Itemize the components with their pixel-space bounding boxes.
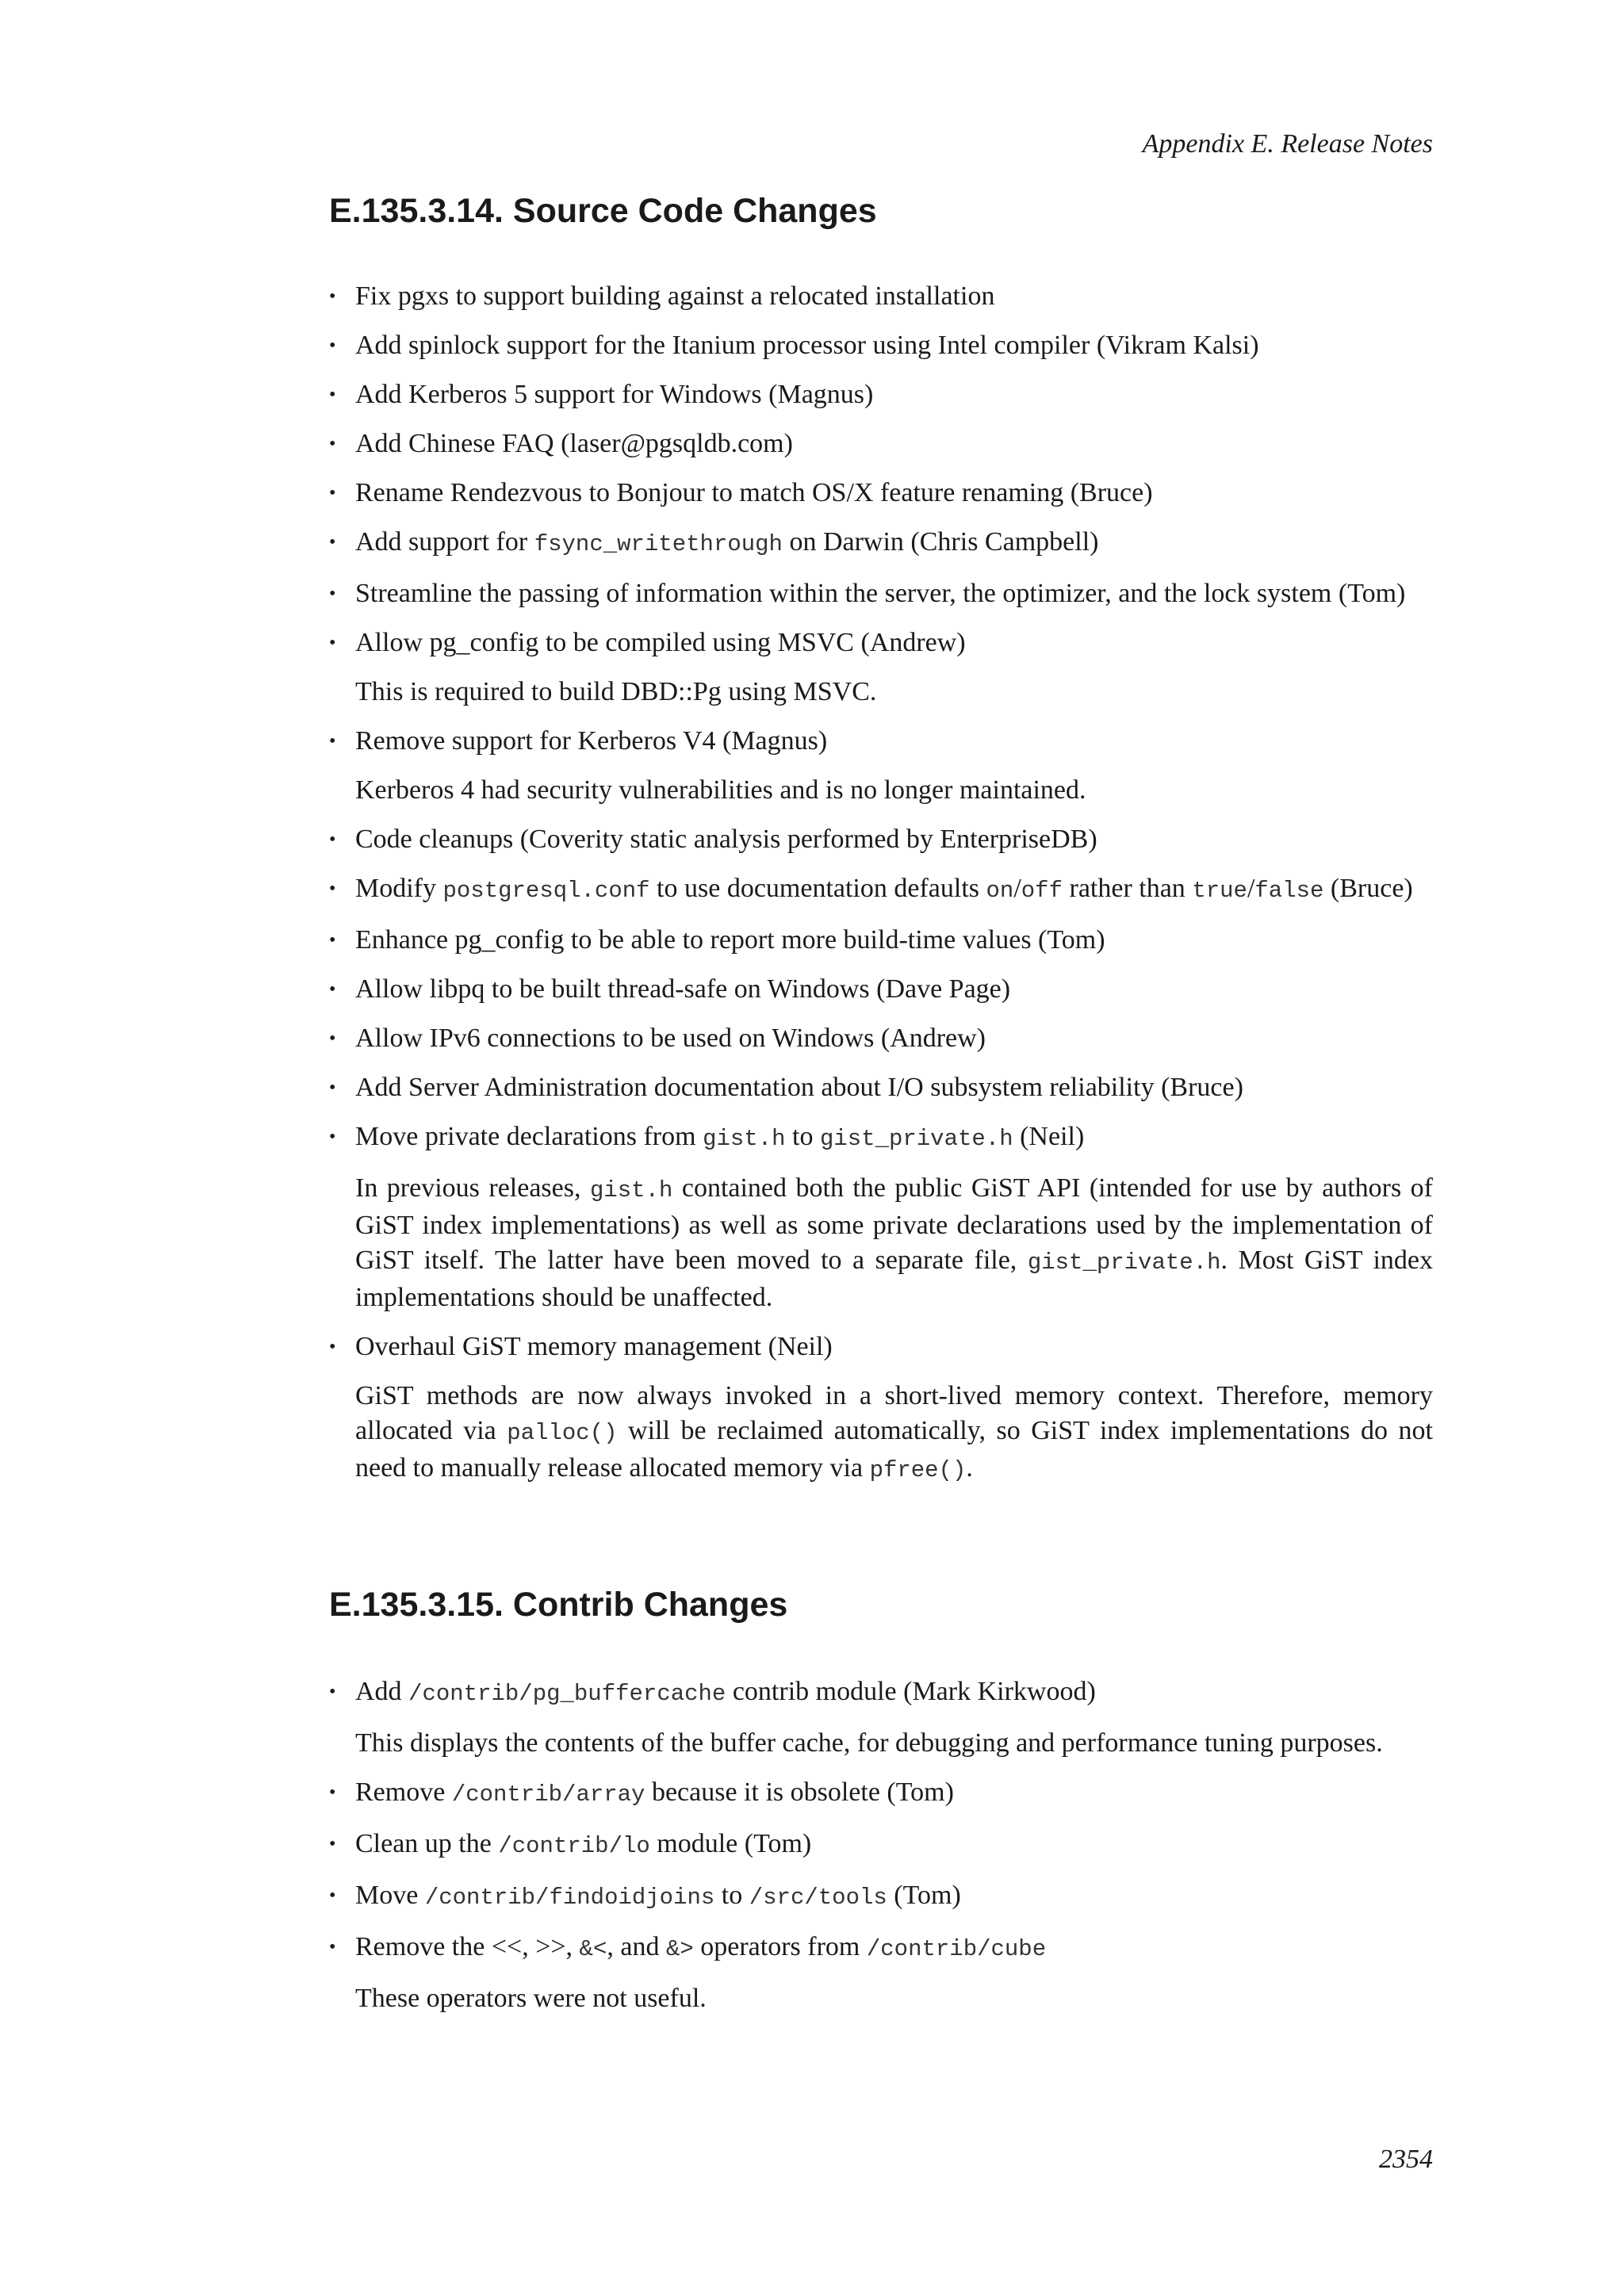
page-number: 2354 (1379, 2145, 1433, 2174)
item-note: In previous releases, gist.h contained both the public GiST API (intended for use by authors of GiST index implementations) as well as some private declarations used by the implementation of GiST itself. The latter have been moved to a separate file, gist_private.h. Most GiST index implementations should be unaffected. (355, 1173, 1433, 1312)
list-item: • Overhaul GiST memory management (Neil) GiST methods are now always invoked in a short-lived memory context. Therefore, memory allocated via palloc() will be reclaimed automatically, so GiST index implementations do not need to manually release allocated memory via pfree(). (329, 1330, 1433, 1488)
list-item: • Remove support for Kerberos V4 (Magnus) Kerberos 4 had security vulnerabilities and is no longer maintained. (329, 724, 1433, 808)
list-item: • Allow IPv6 connections to be used on Windows (Andrew) (329, 1021, 1433, 1056)
list-item: • Enhance pg_config to be able to report more build-time values (Tom) (329, 923, 1433, 958)
section-title: E.135.3.14. Source Code Changes (329, 192, 877, 230)
list-item: • Add Server Administration documentation about I/O subsystem reliability (Bruce) (329, 1070, 1433, 1105)
source-code-changes-list (329, 279, 1433, 1502)
list-item: • Allow libpq to be built thread-safe on Windows (Dave Page) (329, 972, 1433, 1007)
item-note: These operators were not useful. (355, 1984, 707, 2013)
section-title: E.135.3.15. Contrib Changes (329, 1586, 788, 1624)
item-note: Kerberos 4 had security vulnerabilities and is no longer maintained. (355, 775, 1086, 805)
list-item: • Add /contrib/pg_buffercache contrib module (Mark Kirkwood) This displays the contents of the buffer cache, for debugging and performance tuning purposes. (329, 1674, 1433, 1761)
list-item: • Clean up the /contrib/lo module (Tom) (329, 1827, 1433, 1864)
list-item: • Remove /contrib/array because it is obsolete (Tom) (329, 1775, 1433, 1812)
list-item: • Rename Rendezvous to Bonjour to match OS/X feature renaming (Bruce) (329, 476, 1433, 511)
list-item: • Add support for fsync_writethrough on Darwin (Chris Campbell) (329, 525, 1433, 562)
item-note: This is required to build DBD::Pg using MSVC. (355, 677, 877, 706)
list-item: • Streamline the passing of information within the server, the optimizer, and the lock system (Tom) (329, 576, 1433, 611)
list-item: • Move private declarations from gist.h to gist_private.h (Neil) In previous releases, gist.h contained both the public GiST API (intended for use by authors of GiST index implementations) as well as some private declarations used by the implementation of GiST itself. The latter have been moved to a separate file, gist_private.h. Most GiST index implementations should be unaffected. (329, 1119, 1433, 1315)
code-fsync-writethrough: fsync_writethrough (534, 531, 783, 557)
list-item: • Add spinlock support for the Itanium processor using Intel compiler (Vikram Kalsi) (329, 328, 1433, 363)
list-item: • Modify postgresql.conf to use documentation defaults on/off rather than true/false (Bruce) (329, 871, 1433, 909)
list-item: • Add Chinese FAQ (laser@pgsqldb.com) (329, 427, 1433, 461)
item-note: This displays the contents of the buffer cache, for debugging and performance tuning purposes. (355, 1728, 1383, 1758)
document-page (329, 0, 1433, 2296)
contrib-changes-list (329, 1674, 1433, 2030)
list-item: • Move /contrib/findoidjoins to /src/tools (Tom) (329, 1878, 1433, 1915)
item-note: GiST methods are now always invoked in a short-lived memory context. Therefore, memory allocated via palloc() will be reclaimed automatically, so GiST index implementations do not need to manually release allocated memory via pfree(). (355, 1381, 1433, 1483)
list-item: • Remove the <<, >>, &<, and &> operators from /contrib/cube These operators were not useful. (329, 1930, 1433, 2016)
running-header: Appendix E. Release Notes (1142, 129, 1433, 159)
code-postgresql-conf: postgresql.conf (442, 878, 650, 904)
list-item: • Add Kerberos 5 support for Windows (Magnus) (329, 377, 1433, 412)
list-item: • Allow pg_config to be compiled using MSVC (Andrew) This is required to build DBD::Pg using MSVC. (329, 626, 1433, 710)
list-item: • Code cleanups (Coverity static analysis performed by EnterpriseDB) (329, 822, 1433, 857)
list-item: • Fix pgxs to support building against a relocated installation (329, 279, 1433, 314)
